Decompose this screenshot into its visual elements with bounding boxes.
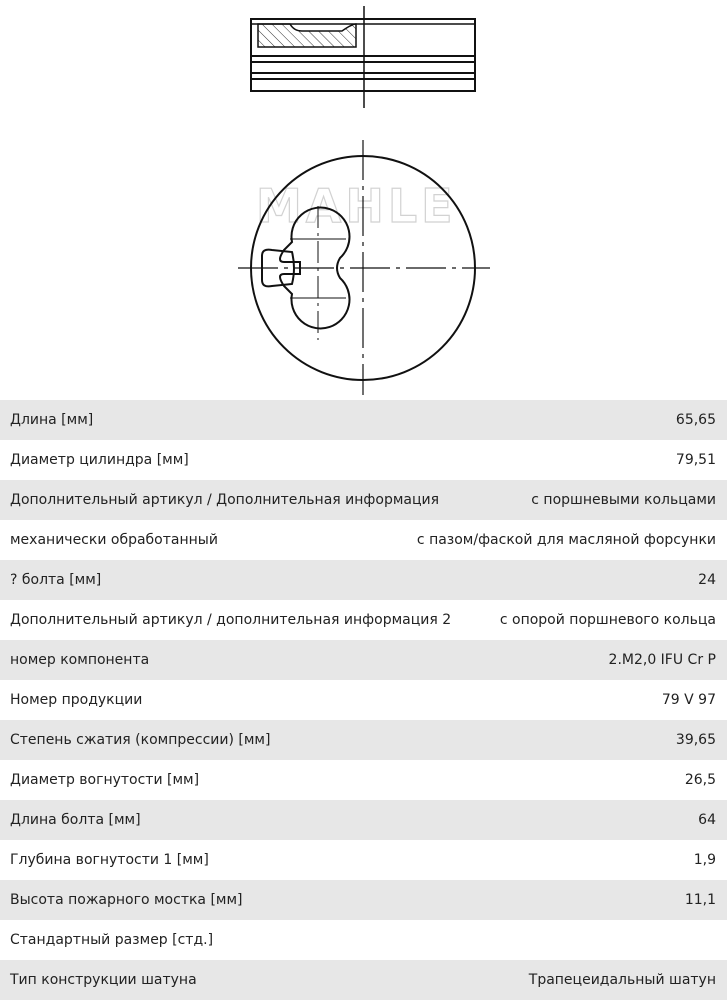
- spec-value: с опорой поршневого кольца: [499, 612, 716, 628]
- spec-row: [0, 960, 727, 1000]
- spec-value: 1,9: [693, 852, 716, 868]
- spec-row: [0, 680, 727, 720]
- spec-row: [0, 720, 727, 760]
- spec-row: [0, 600, 727, 640]
- mahle-watermark: MAHLE: [256, 179, 457, 233]
- spec-row: [0, 840, 727, 880]
- spec-label: Глубина вогнутости 1 [мм]: [10, 852, 209, 868]
- spec-label: номер компонента: [10, 652, 150, 668]
- spec-row: [0, 880, 727, 920]
- specifications-table: [0, 400, 727, 1000]
- spec-label: Диаметр цилиндра [мм]: [10, 452, 189, 468]
- spec-label: Номер продукции: [10, 692, 143, 708]
- spec-row: [0, 640, 727, 680]
- spec-value: 64: [698, 812, 716, 828]
- spec-row: [0, 920, 727, 960]
- spec-value: 39,65: [675, 732, 716, 748]
- spec-value: 2.M2,0 IFU Cr P: [608, 652, 716, 668]
- spec-value: 65,65: [675, 412, 716, 428]
- spec-row: [0, 480, 727, 520]
- piston-side-view: [251, 6, 475, 108]
- spec-value: 24: [698, 572, 716, 588]
- spec-value: 79 V 97: [661, 692, 716, 708]
- spec-label: Диаметр вогнутости [мм]: [10, 772, 200, 788]
- spec-row: [0, 800, 727, 840]
- spec-row: [0, 440, 727, 480]
- spec-label: Степень сжатия (компрессии) [мм]: [10, 732, 271, 748]
- spec-label: Длина болта [мм]: [10, 812, 141, 828]
- piston-drawing: [0, 0, 727, 400]
- spec-label: Дополнительный артикул / Дополнительная информация: [10, 492, 440, 508]
- spec-label: ? болта [мм]: [10, 572, 102, 588]
- spec-row: [0, 760, 727, 800]
- spec-row: [0, 520, 727, 560]
- spec-row: [0, 560, 727, 600]
- spec-value: с пазом/фаской для масляной форсунки: [416, 532, 716, 548]
- spec-value: 11,1: [684, 892, 716, 908]
- spec-label: механически обработанный: [10, 532, 218, 548]
- spec-value: Трапецеидальный шатун: [528, 972, 716, 988]
- spec-label: Тип конструкции шатуна: [10, 972, 197, 988]
- spec-label: Стандартный размер [стд.]: [10, 932, 214, 948]
- spec-value: с поршневыми кольцами: [531, 492, 716, 508]
- spec-row: [0, 400, 727, 440]
- spec-value: 79,51: [675, 452, 716, 468]
- spec-label: Дополнительный артикул / дополнительная информация 2: [10, 612, 452, 628]
- spec-label: Высота пожарного мостка [мм]: [10, 892, 243, 908]
- spec-label: Длина [мм]: [10, 412, 94, 428]
- spec-value: 26,5: [684, 772, 716, 788]
